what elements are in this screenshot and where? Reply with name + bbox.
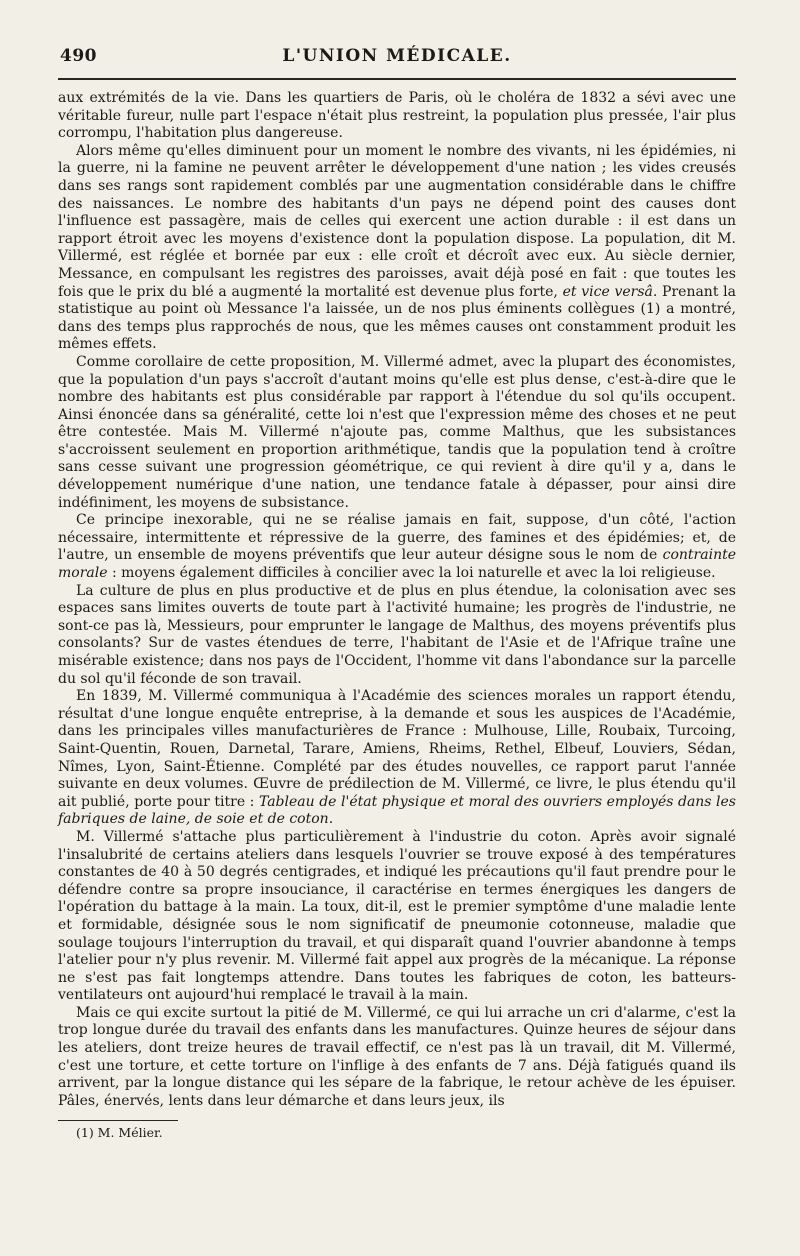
text-segment: En 1839, M. Villermé communiqua à l'Académie des sciences morales un rapport étendu, résultat d'une longue enquête entreprise, à la demande et sous les auspices de l'Académie, dans les principales villes manufacturières de France : Mulhouse, Lille, Roubaix, Turcoing, Saint-Quentin, Rouen, Darnetal, Tarare, Amiens, Rheims, Rethel, Elbeuf, Louviers, Sédan, Nîmes, Lyon, Saint-Étienne. Complété par des études nouvelles, ce rapport parut l'année suivante en deux volumes. Œuvre de prédilection de M. Villermé, ce livre, le plus étendu qu'il ait publié, porte pour titre : — [58, 688, 736, 810]
text-segment: Comme corollaire de cette proposition, M. Villermé admet, avec la plupart des économistes, que la population d'un pays s'accroît d'autant moins qu'elle est plus dense, c'est-à-dire que le nombre des habitants est plus considérable par rapport à l'étendue du sol qu'ils occupent. Ainsi énoncée dans sa généralité, cette loi n'est que l'expression même des choses et ne peut être contestée. Mais M. Villermé n'ajoute pas, comme Malthus, que les subsistances s'accroissent seulement en proportion arithmétique, tandis que la population tend à croître sans cesse suivant une progression géométrique, ce qui revient à dire qu'il y a, dans le développement numérique d'une nation, une tendance fatale à dépasser, pour ainsi dire indéfiniment, les moyens de subsistance. — [58, 353, 736, 511]
journal-title: L'UNION MÉDICALE. — [282, 46, 512, 66]
paragraph — [58, 829, 736, 1005]
footnote-rule — [58, 1120, 178, 1121]
text-segment: . Prenant la statistique au point où Messance l'a laissée, un de nos plus éminents collègues (1) a montré, dans des temps plus rapprochés de nous, que les mêmes causes ont constamment produit les mêmes effets. — [58, 283, 737, 353]
paragraph — [58, 688, 736, 829]
running-head — [58, 40, 736, 70]
page-number: 490 — [60, 46, 97, 66]
italic-text: contrainte morale — [58, 547, 736, 582]
footnote: (1) M. Mélier. — [76, 1125, 163, 1141]
text-segment: Ce principe inexorable, qui ne se réalise jamais en fait, suppose, d'un côté, l'action nécessaire, intermittente et répressive de la guerre, des famines et des épidémies; et, de l'autre, un ensemble de moyens préventifs que leur auteur désigne sous le nom de — [58, 512, 736, 564]
text-segment: La culture de plus en plus productive et de plus en plus étendue, la colonisation avec ses espaces sans limites ouverts de toute part à l'activité humaine; les progrès de l'industrie, ne sont-ce pas là, Messieurs, pour emprunter le langage de Malthus, des moyens préventifs plus consolants? Sur de vastes étendues de terre, l'habitant de l'Asie et de l'Afrique traîne une misérable existence; dans nos pays de l'Occident, l'homme vit dans l'abondance sur la parcelle du sol qu'il féconde de son travail. — [58, 582, 736, 687]
text-segment: : moyens également difficiles à concilier avec la loi naturelle et avec la loi religieuse. — [107, 565, 716, 582]
article-body — [58, 90, 736, 1110]
paragraph — [58, 354, 736, 512]
paragraph — [58, 1005, 736, 1111]
text-segment: . — [328, 811, 334, 828]
paragraph — [58, 583, 736, 689]
text-segment: Mais ce qui excite surtout la pitié de M. Villermé, ce qui lui arrache un cri d'alarme, c'est la trop longue durée du travail des enfants dans les manufactures. Quinze heures de séjour dans les ateliers, dont treize heures de travail effectif, ce n'est pas là un travail, dit M. Villermé, c'est une torture, et cette torture on l'inflige à des enfants de 7 ans. Déjà fatigués quand ils arrivent, par la longue distance qui les sépare de la fabrique, le retour achève de les épuiser. Pâles, énervés, lents dans leur démarche et dans leurs jeux, ils — [58, 1004, 736, 1109]
italic-text: Tableau de l'état physique et moral des ouvriers employés dans les fabriques de laine, de soie et de coton — [58, 793, 736, 828]
italic-text: et vice versâ — [562, 283, 653, 300]
paragraph — [58, 512, 736, 582]
paragraph — [58, 90, 736, 143]
text-segment: Alors même qu'elles diminuent pour un moment le nombre des vivants, ni les épidémies, ni la guerre, ni la famine ne peuvent arrêter le développement d'une nation ; les vides creusés dans ses rangs sont rapidement comblés par une augmentation considérable dans le chiffre des naissances. Le nombre des habitants d'un pays ne dépend point des causes dont l'influence est passagère, mais de celles qui exercent une action durable : il est dans un rapport étroit avec les moyens d'existence dont la population dispose. La population, dit M. Villermé, est réglée et bornée par eux : elle croît et décroît avec eux. Au siècle dernier, Messance, en compulsant les registres des paroisses, avait déjà posé en fait : que toutes les fois que le prix du blé a augmenté la mortalité est devenue plus forte, — [58, 142, 736, 300]
paragraph — [58, 143, 736, 354]
text-segment: M. Villermé s'attache plus particulièrement à l'industrie du coton. Après avoir signalé l'insalubrité de certains ateliers dans lesquels l'ouvrier se trouve exposé à des températures constantes de 40 à 50 degrés centigrades, et indiqué les précautions qu'il faut prendre pour le défendre contre sa propre insouciance, il caractérise en termes énergiques les dangers de l'opération du battage à la main. La toux, dit-il, est le premier symptôme d'une maladie lente et formidable, désignée sous le nom significatif de pneumonie cotonneuse, maladie que soulage toujours l'interruption du travail, et qui disparaît quand l'ouvrier abandonne à temps l'atelier pour n'y plus revenir. M. Villermé fait appel aux progrès de la mécanique. La réponse ne s'est pas fait longtemps attendre. Dans toutes les fabriques de coton, les batteurs-ventilateurs ont aujourd'hui remplacé le travail à la main. — [58, 828, 736, 1004]
text-segment: aux extrémités de la vie. Dans les quartiers de Paris, où le choléra de 1832 a sévi avec une véritable fureur, nulle part l'espace n'était plus restreint, la population plus pressée, l'air plus corrompu, l'habitation plus dangereuse. — [58, 90, 736, 142]
header-rule — [58, 78, 736, 80]
